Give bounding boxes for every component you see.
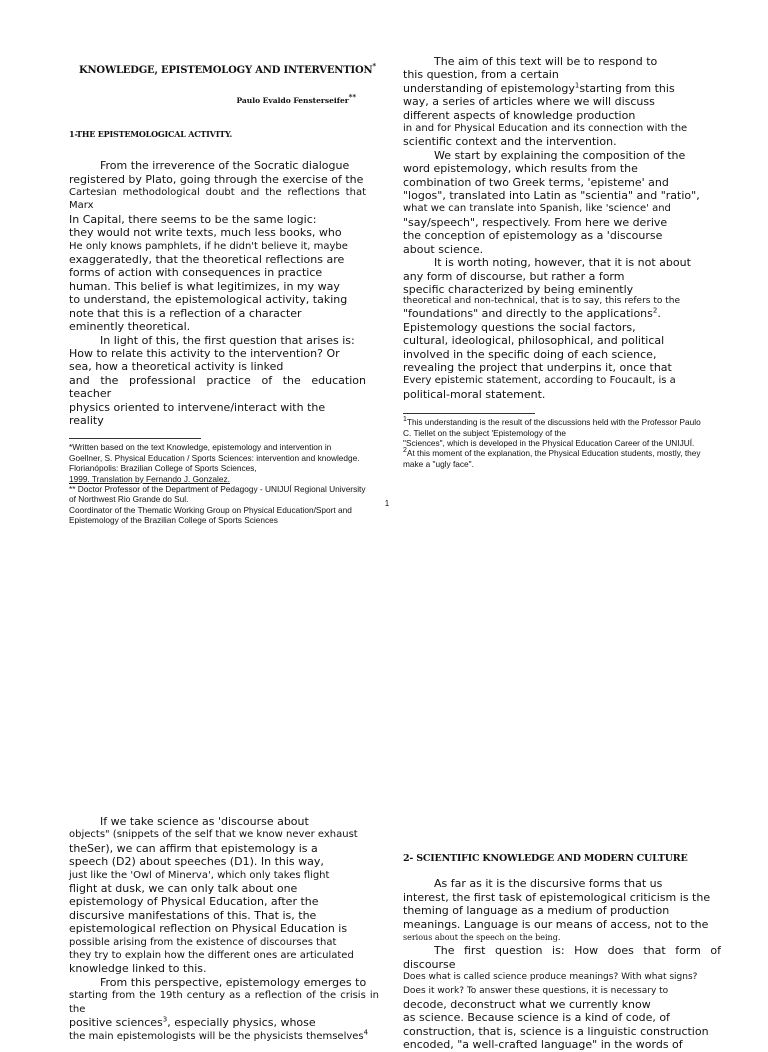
footnote: Coordinator of the Thematic Working Group on Physical Education/Sport and Epistemology of the Brazilian College of Sports Sciences	[69, 504, 352, 526]
text-line: specific characterized by being eminently	[403, 282, 634, 296]
text-line: In Capital, there seems to be the same logic:	[69, 212, 317, 226]
text-line: The first question is: How does that form of discourse	[403, 944, 721, 971]
text-line: understanding of epistemology$^1$starting from this	[403, 81, 675, 95]
text-line: as science. Because science is a kind of code, of	[403, 1011, 670, 1025]
text-line: way, a series of articles where we will discuss	[403, 95, 655, 109]
text-line: involved in the specific doing of each science,	[403, 347, 657, 361]
page1-right-column	[403, 55, 709, 469]
text-line: starting from the 19th century as a reflection of the crisis in the	[69, 990, 379, 1015]
document-title: KNOWLEDGE, EPISTEMOLOGY AND INTERVENTION*	[79, 61, 376, 76]
text-line: flight at dusk, we can only talk about one	[69, 882, 298, 896]
text-line: From this perspective, epistemology emerges to	[100, 975, 367, 989]
text-line: theoretical and non-technical, that is to say, this refers to the	[403, 296, 681, 307]
text-line: eminently theoretical.	[69, 320, 191, 334]
text-line: to understand, the epistemological activity, taking	[69, 293, 348, 307]
text-line: serious about the speech on the being.	[403, 933, 561, 943]
text-line: The aim of this text will be to respond to	[434, 55, 658, 68]
text-line: encoded, "a well-crafted language" in the words of	[403, 1038, 683, 1052]
section-heading: 1-THE EPISTEMOLOGICAL ACTIVITY.	[69, 128, 233, 139]
text-line: From the irreverence of the Socratic dialogue	[100, 159, 350, 173]
page1-left-column	[69, 61, 376, 526]
text-line: the conception of epistemology as a 'discourse	[403, 229, 663, 243]
text-line: "foundations" and directly to the applications$^2$.	[403, 306, 661, 321]
text-line: speech (D2) about speeches (D1). In this way,	[69, 855, 324, 869]
footnotes	[403, 413, 709, 469]
text-line: forms of action with consequences in practice	[69, 266, 323, 280]
text-line: political-moral statement.	[403, 387, 546, 401]
text-line: As far as it is the discursive forms that us	[434, 877, 663, 891]
text-line: word epistemology, which results from the	[403, 162, 638, 176]
text-line: sea, how a theoretical activity is linked	[69, 360, 284, 374]
footnote-rule	[69, 438, 201, 439]
text-line: Epistemology questions the social factors,	[403, 320, 636, 334]
footnote: 1999. Translation by Fernando J. Gonzalez.	[69, 473, 230, 484]
text-line: exaggeratedly, that the theoretical reflections are	[69, 253, 345, 267]
text-line: note that this is a reflection of a character	[69, 306, 302, 320]
text-line: possible arising from the existence of discourses that	[69, 936, 337, 948]
text-line: different aspects of knowledge production	[403, 108, 636, 122]
text-line: If we take science as 'discourse about	[100, 815, 309, 828]
page-number: 1	[384, 499, 390, 508]
body-text	[69, 159, 366, 427]
text-line: reality	[69, 413, 104, 427]
text-line: scientific context and the intervention.	[403, 135, 617, 149]
text-line: they try to explain how the different ones are articulated	[69, 950, 354, 962]
text-line: registered by Plato, going through the exercise of the	[69, 172, 364, 186]
text-line: and the professional practice of the education teacher	[69, 373, 366, 401]
text-line: meanings. Language is our means of access, not to the	[403, 917, 709, 931]
text-line: positive sciences$^3$, especially physics, whose	[69, 1015, 316, 1030]
text-line: what we can translate into Spanish, like 'science' and	[403, 203, 671, 215]
text-line: objects" (snippets of the self that we know never exhaust	[69, 829, 358, 841]
text-line: interest, the first task of epistemological criticism is the	[403, 890, 711, 904]
footnote: $^2$At this moment of the explanation, the Physical Education students, mostly, they make a "ugly face".	[403, 447, 701, 469]
text-line: about science.	[403, 242, 484, 256]
body-text	[403, 877, 721, 1051]
footnote: $^1$This understanding is the result of the discussions held with the Professor Paulo C. Tiellet on the subject 'Epistemology of the	[403, 416, 701, 438]
text-line: In light of this, the first question that arises is:	[100, 333, 355, 347]
text-line: How to relate this activity to the intervention? Or	[69, 346, 340, 360]
text-line: in and for Physical Education and its connection with the	[403, 123, 688, 135]
footnote: "Sciences", which is developed in the Physical Education Career of the UNIJUÍ.	[403, 437, 695, 448]
text-line: combination of two Greek terms, 'episteme' and	[403, 175, 669, 189]
text-line: epistemological reflection on Physical Education is	[69, 922, 348, 936]
text-line: any form of discourse, but rather a form	[403, 269, 625, 283]
footnotes	[69, 438, 366, 525]
text-line: He only knows pamphlets, if he didn't believe it, maybe	[69, 240, 348, 252]
text-line: revealing the project that underpins it, once that	[403, 360, 672, 374]
text-line: construction, that is, science is a linguistic construction	[403, 1024, 709, 1038]
text-line: this question, from a certain	[403, 68, 559, 82]
text-line: We start by explaining the composition of the	[434, 148, 686, 162]
text-line: theming of language as a medium of production	[403, 904, 670, 918]
text-line: theSer), we can affirm that epistemology is a	[69, 841, 318, 855]
text-line: physics oriented to intervene/interact with the	[69, 400, 326, 414]
text-line: It is worth noting, however, that it is not about	[434, 256, 691, 270]
text-line: just like the 'Owl of Minerva', which only takes flight	[69, 869, 330, 881]
footnote-rule	[403, 413, 535, 414]
author-name: Paulo Evaldo Fensterseifer**	[236, 92, 356, 106]
section-heading: 2- SCIENTIFIC KNOWLEDGE AND MODERN CULTURE	[403, 853, 688, 864]
text-line: cultural, ideological, philosophical, and political	[403, 334, 665, 348]
text-line: "logos", translated into Latin as "scientia" and "ratio",	[403, 189, 700, 203]
text-line: they would not write texts, much less books, who	[69, 226, 342, 240]
page2-left-column	[69, 815, 379, 1043]
text-line: Does it work? To answer these questions, it is necessary to	[403, 985, 669, 996]
page2-right-column	[403, 852, 721, 1052]
text-line: "say/speech", respectively. From here we derive	[403, 215, 668, 229]
text-line: knowledge linked to this.	[69, 962, 207, 976]
text-line: the main epistemologists will be the physicists themselves$^4$	[69, 1028, 369, 1042]
text-line: Cartesian methodological doubt and the reflections that Marx	[69, 187, 366, 212]
text-line: Every epistemic statement, according to Foucault, is a	[403, 375, 676, 387]
footnote: ** Doctor Professor of the Department of Pedagogy - UNIJUÍ Regional University of Northwest Rio Grande do Sul.	[69, 483, 366, 505]
text-line: Does what is called science produce meanings? With what signs?	[403, 972, 698, 983]
text-line: epistemology of Physical Education, after the	[69, 895, 319, 909]
text-line: discursive manifestations of this. That is, the	[69, 908, 317, 922]
text-line: human. This belief is what legitimizes, in my way	[69, 279, 340, 293]
text-line: decode, deconstruct what we currently know	[403, 998, 651, 1012]
footnote: *Written based on the text Knowledge, epistemology and intervention in Goellner, S. Physical Education / Sports Sciences: intervention and knowledge. Florianópolis: Brazilian College of Sports Sciences,	[69, 442, 360, 474]
